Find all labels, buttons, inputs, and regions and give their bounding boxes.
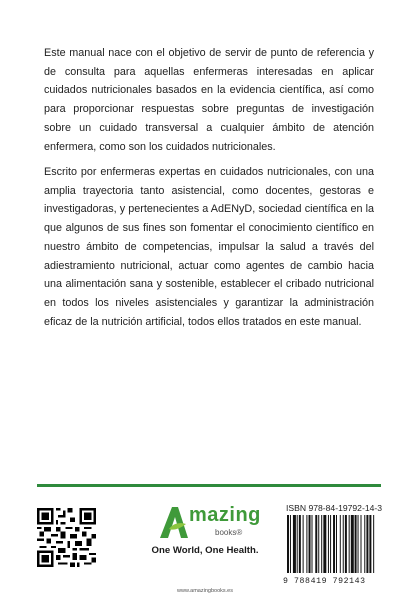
green-divider [37,484,381,487]
description-paragraph-1: Este manual nace con el objetivo de servir de punto de referencia y de consulta para aquellas enfermeras interesadas en aplicar cuidados nutricionales basados en la evidencia científica, así como para proporcionar respuestas sobre preguntas de investigación sobre un cuidado transversal a cualquier ámbito de atención enfermera, como son los cuidados nutricionales. [44,47,374,153]
publisher-sub: books® [215,528,243,537]
publisher-website: www.amazingbooks.es [177,588,233,594]
qr-code-icon [37,508,96,567]
description-paragraph-2: Escrito por enfermeras expertas en cuidados nutricionales, con una amplia trayectoria tanto asistencial, como docentes, gestoras e investigadoras, y pertenecientes a AdENyD, sociedad científica en la que algunos de sus fines son fomentar el conocimiento científico en nuestro ámbito de competencias, impulsar la salud a través del adiestramiento nutricional, actuar como agentes de cambio hacia una alimentación sana y sostenible, establecer el cribado nutricional en todos los niveles asistenciales y garantizar la administración eficaz de la nutrición artificial, todos ellos tratados en este manual. [44,166,374,328]
barcode-icon [283,515,381,577]
amazing-leaf-a-icon [158,505,190,539]
publisher-logo [145,500,265,580]
isbn-digits: 9 788419 792143 [283,577,366,586]
publisher-brand: mazing [189,504,261,526]
publisher-tagline: One World, One Health. [151,545,259,556]
isbn-label: ISBN 978-84-19792-14-3 [286,503,383,513]
